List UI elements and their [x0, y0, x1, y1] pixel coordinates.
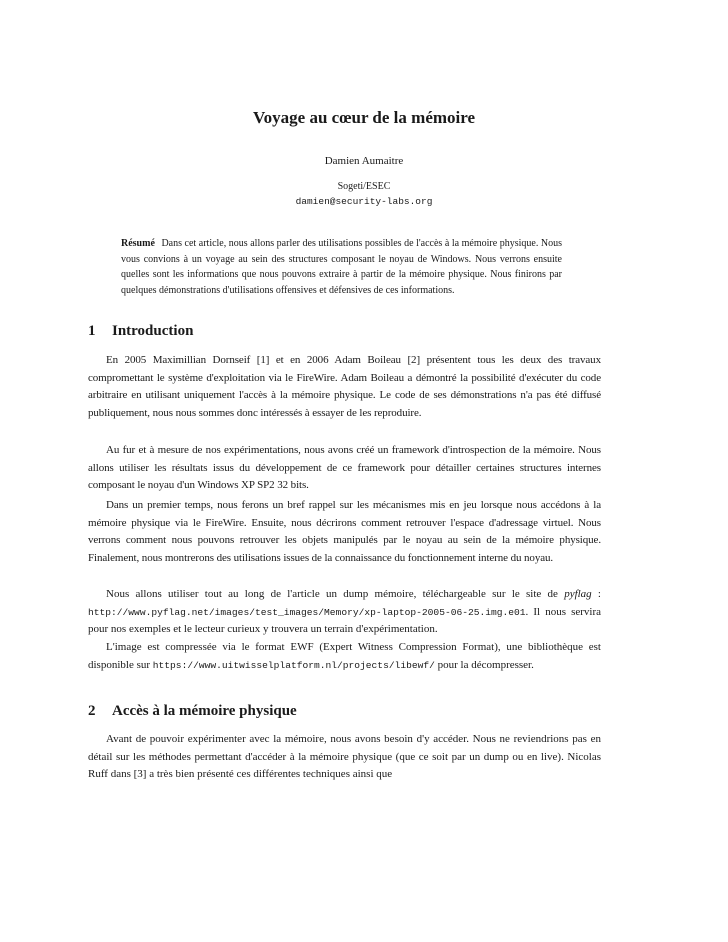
- paragraph-text: Nous allons utiliser tout au long de l'article un dump mémoire, téléchargeable sur le site de: [106, 588, 565, 600]
- paragraph: Avant de pouvoir expérimenter avec la mémoire, nous avons besoin d'y accéder. Nous ne reviendrions pas en détail sur les méthodes permettant d'accéder à la mémoire physique (que ce soit par un dump ou en live). Nicolas Ruff dans [3] a très bien présenté ces différentes techniques ainsi que: [88, 733, 601, 780]
- section-heading-introduction: [88, 323, 193, 340]
- paragraph-text: . Il nous servira pour nos exemples et le lecteur curieux y trouvera un terrain d'expérimentation.: [88, 605, 601, 635]
- paragraph: Dans un premier temps, nous ferons un bref rappel sur les mécanismes mis en jeu lorsque nous accédons à la mémoire physique via le FireWire. Ensuite, nous décrirons comment retrouver l'espace d'adressage virtuel. Nous verrons comment nous pouvons retrouver les objets manipulés par le noyau au sein de la mémoire physique. Finalement, nous montrerons des utilisations issues de la connaissance du fonctionnement interne du noyau.: [88, 499, 601, 564]
- libewf-url-link[interactable]: https://www.uitwisselplatform.nl/projects/libewf/: [152, 659, 435, 671]
- paragraph-text: pour la décompresser.: [434, 658, 534, 671]
- author-name: Damien Aumaitre: [324, 155, 404, 167]
- author-email: damien@security-labs.org: [295, 196, 433, 207]
- site-name: pyflag: [564, 588, 592, 600]
- paper-title: Voyage au cœur de la mémoire: [252, 108, 476, 127]
- abstract-text: Dans cet article, nous allons parler des utilisations possibles de l'accès à la mémoire physique. Nous vous convions à un voyage au sein des structures composant le noyau de Windows. Nous verrons ensuite quelles sont les informations que nous pouvons extraire à partir de la mémoire physique. Nous finirons par quelques démonstrations d'utilisations offensives et défensives de ces informations.: [121, 238, 562, 296]
- section-number: 1: [88, 323, 96, 339]
- section-title: Introduction: [112, 323, 194, 339]
- paragraph: Au fur et à mesure de nos expérimentations, nous avons créé un framework d'introspection de la mémoire. Nous allons utiliser les résultats issus du développement de ce framework pour détailler certaines structures internes composant le noyau d'un Windows XP SP2 32 bits.: [88, 444, 601, 491]
- dump-url-link[interactable]: http://www.pyflag.net/images/test_images/Memory/xp-laptop-2005-06-25.img.e01: [88, 606, 526, 618]
- separator: :: [591, 588, 601, 600]
- abstract-label: Résumé: [121, 238, 155, 249]
- abstract: [121, 236, 562, 298]
- paragraph-text: L'image est compressée via le format EWF (Expert Witness Compression Format), une bibliothèque est disponible sur: [88, 641, 601, 671]
- section-heading-acces-memoire: [88, 703, 297, 720]
- paragraph-dump: [88, 586, 601, 639]
- section-number: 2: [88, 703, 96, 719]
- paragraph: En 2005 Maximillian Dornseif [1] et en 2006 Adam Boileau [2] présentent tous les deux des travaux compromettant le système d'exploitation via le FireWire. Adam Boileau a démontré la possibilité d'exécuter du code arbitraire en utilisant uniquement l'accès à la mémoire physique. Le code de ses démonstrations n'a pas été diffusé publiquement, nous nous sommes donc intéressés à essayer de les reproduire.: [88, 354, 601, 419]
- paragraph-ewf: [88, 639, 601, 674]
- author-affiliation: Sogeti/ESEC: [337, 181, 391, 192]
- section-title: Accès à la mémoire physique: [112, 703, 297, 719]
